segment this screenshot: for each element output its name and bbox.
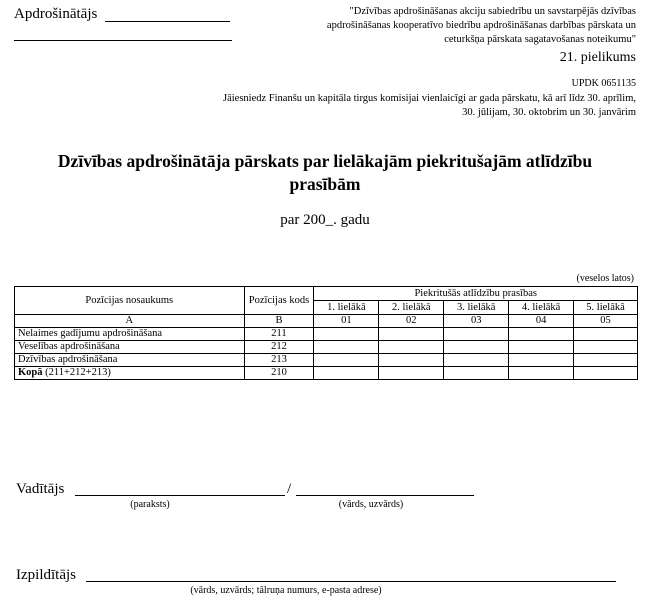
insurer-input-line-2[interactable] [14,40,232,41]
executor-caption: (vārds, uzvārds; tālruņa numurs, e-pasta adrese) [190,585,382,596]
report-title: Dzīvības apdrošinātāja pārskats par lielākajām piekritušajām atlīdzību prasībām [57,151,593,194]
manager-label: Vadītājs [16,481,65,497]
name-caption: (vārds, uzvārds) [338,499,404,510]
submission-note: Jāiesniedz Finanšu un kapitāla tirgus komisijai vienlaicīgi ar gada pārskatu, kā arī līdz 30. aprīlim, 30. jūlijam, 30. oktobrim un 30. janvārim [223,93,636,118]
header-claim-2: 2. lielākā [379,301,444,315]
table-header-row [15,287,638,301]
col-number-04: 04 [509,315,574,328]
value-cell[interactable] [509,354,574,367]
value-cell[interactable] [444,367,509,380]
report-period: par 200_. gadu [280,212,370,228]
value-cell[interactable] [314,354,379,367]
table-row [15,328,638,341]
value-cell[interactable] [379,367,444,380]
manager-name-line[interactable] [296,495,474,496]
value-cell[interactable] [444,341,509,354]
value-cell[interactable] [379,341,444,354]
column-number-row [15,315,638,328]
table-row [15,354,638,367]
col-number-02: 02 [379,315,444,328]
row-name: Veselības apdrošināšana [15,341,245,354]
units-note: (veselos latos) [576,273,634,284]
row-name: Nelaimes gadījumu apdrošināšana [15,328,245,341]
value-cell[interactable] [314,328,379,341]
table-row [15,341,638,354]
row-code: 213 [244,354,314,367]
value-cell[interactable] [509,367,574,380]
value-cell[interactable] [379,354,444,367]
col-letter-a: A [15,315,245,328]
total-label: Kopā [18,367,43,378]
signature-caption: (paraksts) [130,499,170,510]
value-cell[interactable] [574,328,638,341]
regulation-title: "Dzīvības apdrošināšanas akciju sabiedrību un savstarpējās dzīvības apdrošināšanas kooperatīvo biedrību apdrošināšanas darbības pārskata un ceturkšņa pārskata sagatavošanas noteikumu" [326,6,636,45]
value-cell[interactable] [574,354,638,367]
value-cell[interactable] [509,328,574,341]
value-cell[interactable] [379,328,444,341]
value-cell[interactable] [314,341,379,354]
table-row-total [15,367,638,380]
value-cell[interactable] [509,341,574,354]
header-claim-1: 1. lielākā [314,301,379,315]
claims-table [14,286,638,380]
row-name-total [15,367,245,380]
col-number-01: 01 [314,315,379,328]
value-cell[interactable] [574,367,638,380]
insurer-input-line[interactable] [105,21,230,22]
col-number-05: 05 [574,315,638,328]
col-number-03: 03 [444,315,509,328]
row-code: 212 [244,341,314,354]
value-cell[interactable] [444,328,509,341]
value-cell[interactable] [444,354,509,367]
value-cell[interactable] [574,341,638,354]
col-letter-b: B [244,315,314,328]
header-claim-4: 4. lielākā [509,301,574,315]
executor-line[interactable] [86,581,616,582]
header-claim-5: 5. lielākā [574,301,638,315]
value-cell[interactable] [314,367,379,380]
header-position-name: Pozīcijas nosaukums [15,287,245,315]
separator-slash: / [287,481,292,497]
manager-signature-line[interactable] [75,495,285,496]
row-name: Dzīvības apdrošināšana [15,354,245,367]
executor-label: Izpildītājs [16,567,76,583]
insurer-label: Apdrošinātājs [14,6,98,22]
row-code: 210 [244,367,314,380]
annex-number: 21. pielikums [559,50,636,65]
form-code: UPDK 0651135 [571,78,636,89]
header-position-code: Pozīcijas kods [244,287,314,315]
row-code: 211 [244,328,314,341]
header-claims-group: Piekritušās atlīdzību prasības [314,287,638,301]
header-claim-3: 3. lielākā [444,301,509,315]
total-formula: (211+212+213) [42,367,111,378]
